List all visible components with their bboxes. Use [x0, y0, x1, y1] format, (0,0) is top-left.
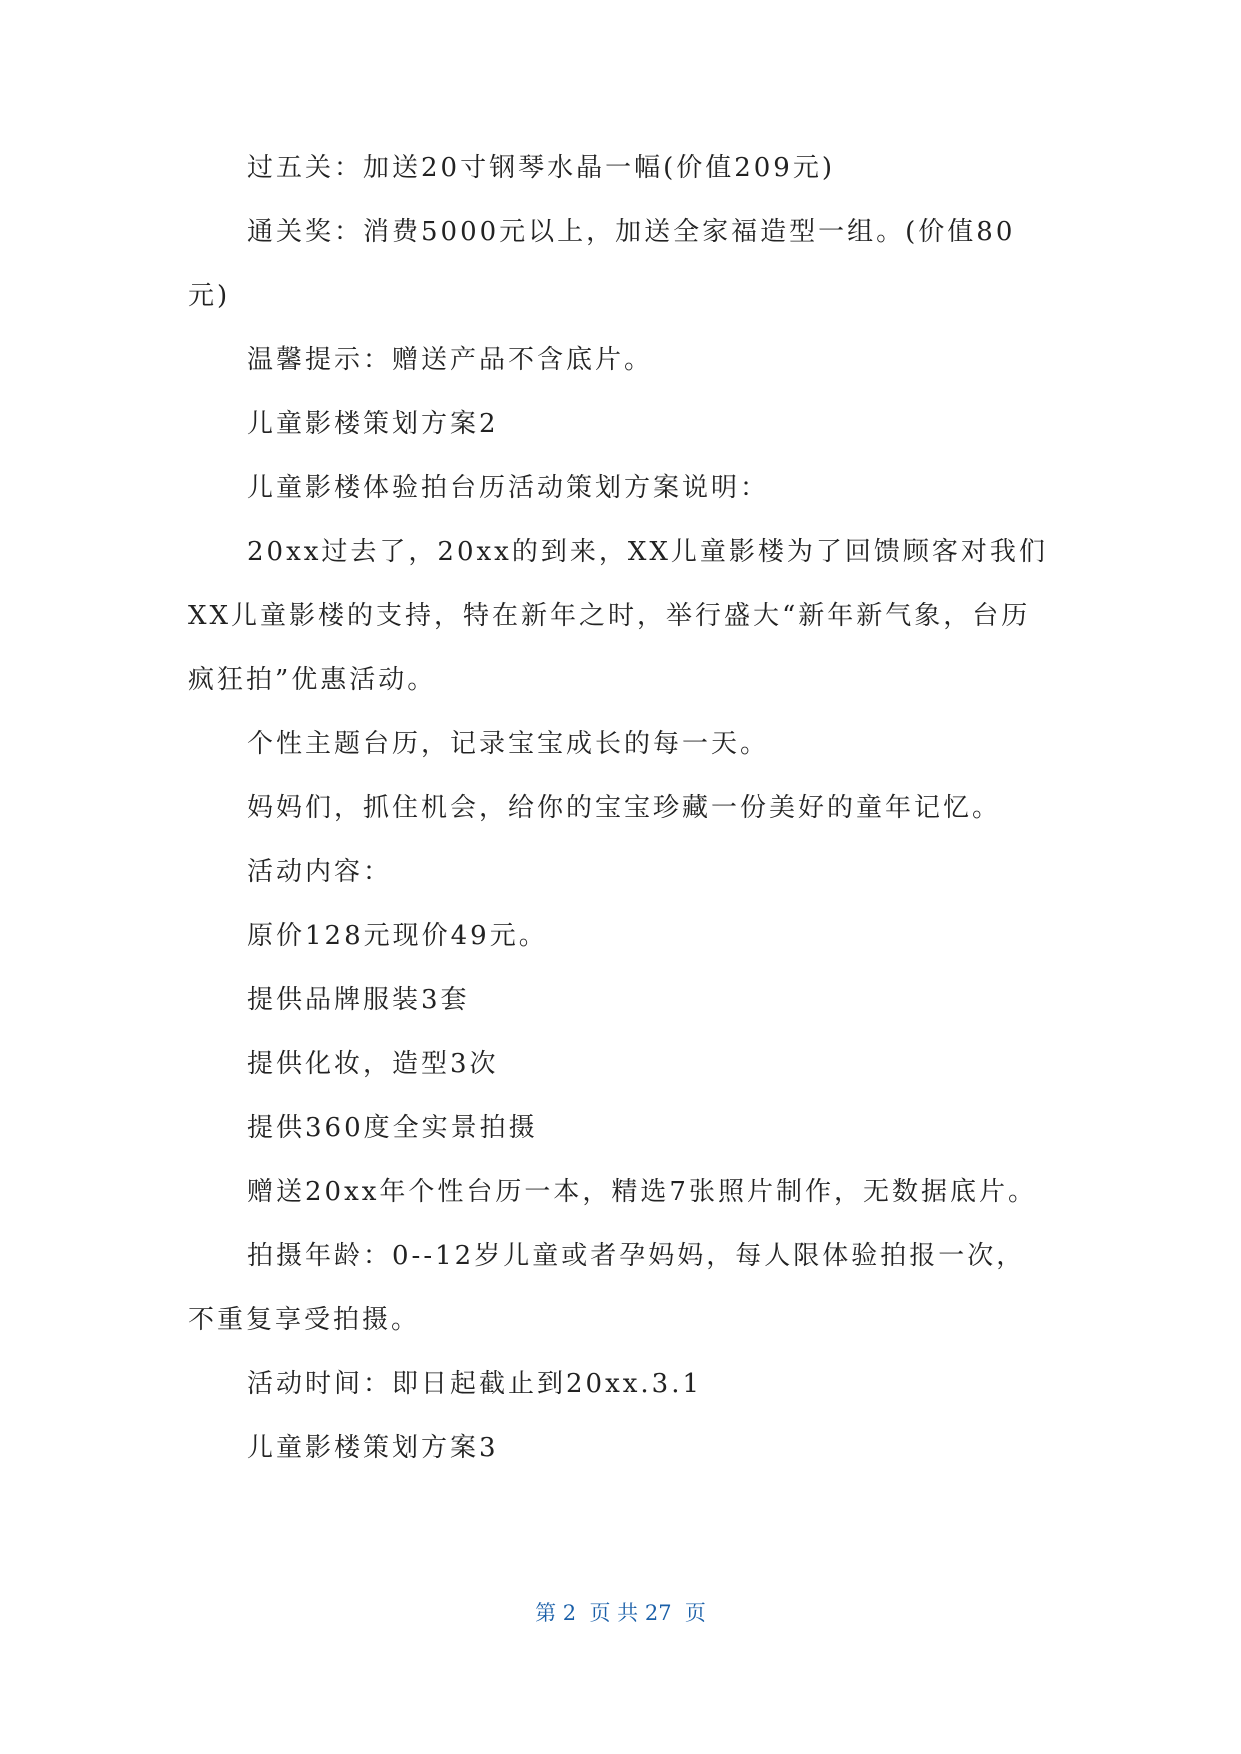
- paragraph-line: 赠送20xx年个性台历一本，精选7张照片制作，无数据底片。: [247, 1177, 1037, 1207]
- paragraph-line: 20xx过去了，20xx的到来，XX儿童影楼为了回馈顾客对我们: [247, 537, 1048, 567]
- paragraph-line: 妈妈们，抓住机会，给你的宝宝珍藏一份美好的童年记忆。: [247, 793, 1002, 823]
- paragraph-line: 活动时间：即日起截止到20xx.3.1: [247, 1369, 703, 1399]
- paragraph-line: 元): [188, 281, 231, 311]
- paragraph-line: 疯狂拍”优惠活动。: [188, 665, 437, 695]
- paragraph-line: 活动内容：: [247, 857, 393, 887]
- paragraph-line: 过五关：加送20寸钢琴水晶一幅(价值209元): [247, 153, 835, 183]
- page-number-footer: 第 2 页 共 27 页: [535, 1601, 706, 1625]
- paragraph-line: 通关奖：消费5000元以上，加送全家福造型一组。(价值80: [247, 217, 1016, 247]
- section-heading: 儿童影楼策划方案2: [247, 409, 499, 439]
- paragraph-line: 儿童影楼体验拍台历活动策划方案说明：: [247, 473, 770, 503]
- paragraph-line: 提供品牌服装3套: [247, 985, 470, 1015]
- paragraph-line: 温馨提示：赠送产品不含底片。: [247, 345, 654, 375]
- paragraph-line: 拍摄年龄：0--12岁儿童或者孕妈妈，每人限体验拍报一次，: [247, 1241, 1026, 1271]
- paragraph-line: 提供360度全实景拍摄: [247, 1113, 538, 1143]
- paragraph-line: 原价128元现价49元。: [247, 921, 548, 951]
- paragraph-line: 提供化妆，造型3次: [247, 1049, 499, 1079]
- paragraph-line: XX儿童影楼的支持，特在新年之时，举行盛大“新年新气象，台历: [188, 601, 1031, 631]
- paragraph-line: 个性主题台历，记录宝宝成长的每一天。: [247, 729, 770, 759]
- section-heading: 儿童影楼策划方案3: [247, 1433, 499, 1463]
- paragraph-line: 不重复享受拍摄。: [188, 1305, 421, 1335]
